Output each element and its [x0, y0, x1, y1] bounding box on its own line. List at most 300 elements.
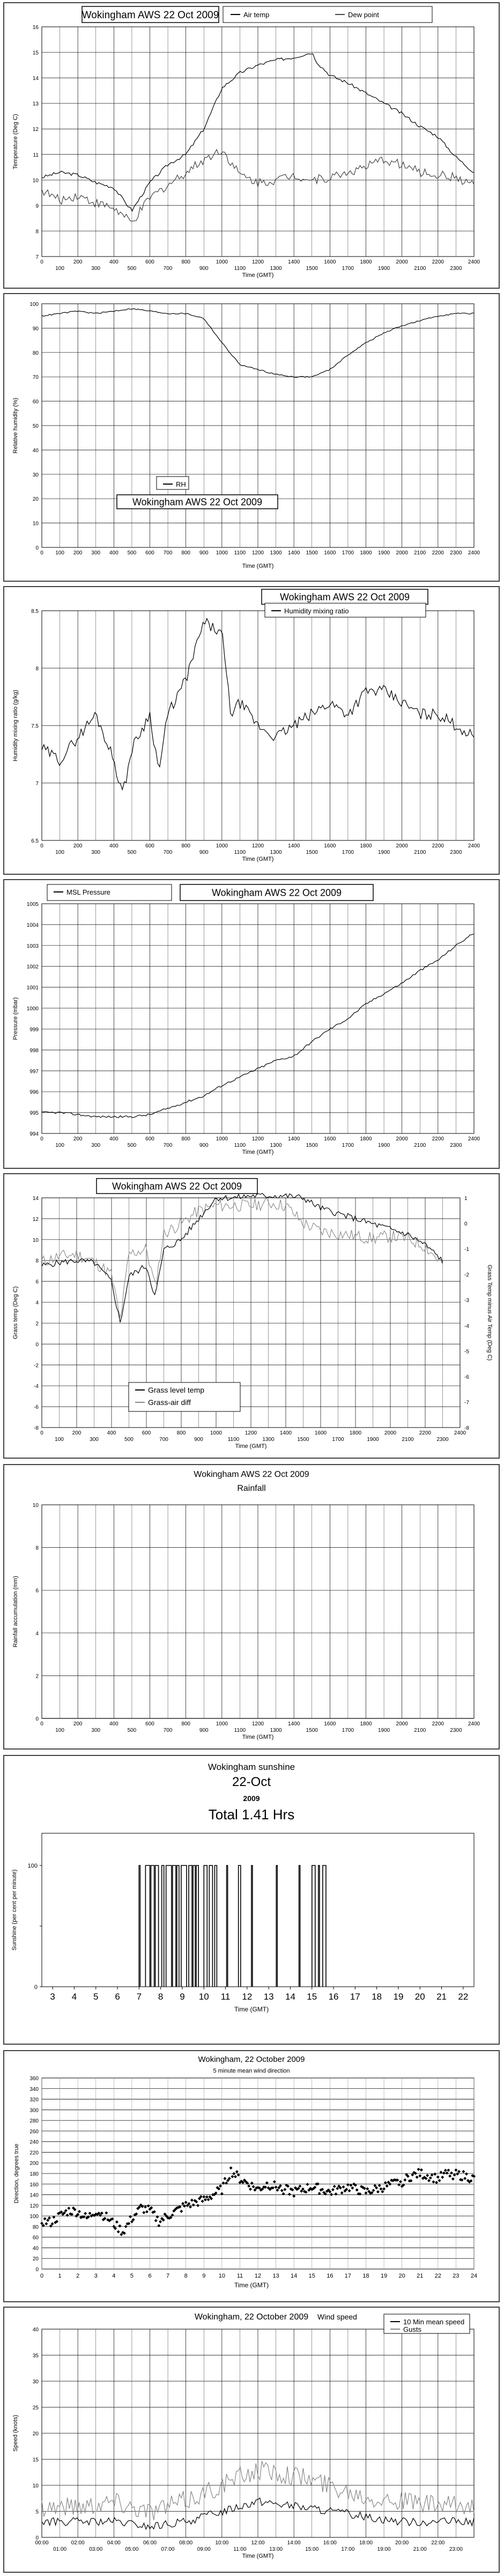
y2-tick-label: 1	[464, 1196, 468, 1202]
x-tick-label-bottom: 1900	[377, 550, 390, 556]
x-tick-label: 19	[393, 1992, 404, 2002]
y-tick-label: -8	[34, 1425, 39, 1431]
x-tick-label-top: 1600	[324, 550, 336, 556]
x-tick-label-top: 200	[72, 1430, 81, 1436]
y-tick-label: 300	[29, 2107, 39, 2114]
y-tick-label: 0	[35, 2535, 39, 2541]
y-tick-label: 994	[29, 1131, 39, 1137]
x-tick-label-top: 18:00	[359, 2540, 373, 2546]
y-tick-label: 70	[32, 375, 39, 381]
y-axis-label: Rainfall accumulation (mm)	[12, 1576, 19, 1648]
x-tick-label-bottom: 1700	[342, 1143, 354, 1148]
x-tick-label: 8	[158, 1992, 164, 2002]
x-tick-label-bottom: 1300	[270, 850, 282, 855]
x-tick-label-bottom: 900	[199, 550, 209, 556]
y-tick-label: 80	[32, 350, 39, 356]
x-tick-label-top: 1400	[288, 1721, 300, 1727]
x-tick-label: 5	[93, 1992, 99, 2002]
x-tick-label: 12	[242, 1992, 253, 2002]
x-tick-label: 13	[272, 2273, 279, 2279]
y-tick-label: 2	[35, 1321, 39, 1327]
y2-tick-label: -1	[464, 1247, 469, 1253]
x-tick-label-bottom: 2300	[450, 550, 462, 556]
x-tick-label-top: 2000	[396, 1136, 408, 1142]
x-tick-label-top: 0	[40, 1136, 43, 1142]
y2-tick-label: -4	[464, 1323, 469, 1329]
y-tick-label: 20	[32, 496, 39, 503]
y-tick-label: 35	[32, 2353, 39, 2359]
x-tick-label-bottom: 1300	[262, 1437, 275, 1443]
y2-tick-label: -2	[464, 1272, 469, 1278]
x-tick-label-top: 1400	[288, 843, 300, 849]
x-tick-label-bottom: 100	[55, 1143, 64, 1148]
y-tick-label: 1005	[26, 902, 39, 908]
y-axis-label: Speed (knots)	[12, 2414, 19, 2452]
x-tick-label: 14	[285, 1992, 295, 2002]
x-tick-label-top: 800	[181, 843, 191, 849]
x-tick-label-bottom: 05:00	[125, 2546, 139, 2552]
x-tick-label-bottom: 17:00	[341, 2546, 355, 2552]
x-axis-label: Time (GMT)	[242, 856, 274, 862]
y-tick-label: 90	[32, 326, 39, 332]
x-tick-label-top: 600	[145, 1136, 154, 1142]
y2-tick-label: -8	[464, 1425, 469, 1431]
x-tick-label-top: 1800	[360, 550, 372, 556]
x-tick-label-top: 22:00	[431, 2540, 445, 2546]
y-tick-label: 180	[29, 2171, 39, 2177]
chart-svg-1	[4, 294, 499, 581]
x-tick-label-top: 02:00	[71, 2540, 85, 2546]
x-tick-label-top: 08:00	[179, 2540, 193, 2546]
chart-title: Wokingham, 22 October 2009	[194, 2312, 309, 2322]
y-tick-label: 4	[35, 1300, 39, 1306]
x-tick-label-top: 1000	[210, 1430, 223, 1436]
x-tick-label: 19	[380, 2273, 388, 2279]
x-tick-label-bottom: 01:00	[53, 2546, 67, 2552]
x-axis-label: Time (GMT)	[242, 272, 274, 279]
x-tick-label-top: 2000	[384, 1430, 397, 1436]
x-tick-label: 18	[362, 2273, 369, 2279]
y-tick-label: 999	[29, 1027, 39, 1033]
x-tick-label-top: 2000	[396, 550, 408, 556]
legend-label: RH	[176, 480, 186, 488]
y-tick-label: 60	[32, 2235, 39, 2241]
y2-tick-label: -3	[464, 1298, 469, 1304]
chart-title: Wokingham AWS 22 Oct 2009	[112, 1181, 242, 1192]
rainfall-chart	[3, 1464, 500, 1750]
x-tick-label-top: 200	[73, 550, 83, 556]
legend-label: 10 Min mean speed	[403, 2318, 465, 2326]
x-tick-label-bottom: 1500	[306, 850, 318, 855]
x-tick-label: 23	[453, 2273, 459, 2279]
chart-title: Wokingham, 22 October 2009	[198, 2055, 305, 2064]
y-tick-label: 1002	[26, 964, 39, 970]
x-tick-label-top: 200	[73, 1136, 83, 1142]
x-tick-label-bottom: 1500	[306, 1143, 318, 1148]
y-axis-label: Direction, degrees true	[13, 2143, 20, 2204]
x-tick-label: 12	[254, 2273, 262, 2279]
x-tick-label-top: 2400	[468, 1136, 480, 1142]
chart-subtitle: Wind speed	[317, 2312, 357, 2321]
x-tick-label-bottom: 1700	[342, 850, 354, 855]
y-tick-label: 5	[35, 2509, 39, 2515]
y2-tick-label: -5	[464, 1349, 469, 1355]
x-tick-label-top: 400	[109, 1136, 118, 1142]
x-tick-label-bottom: 2100	[402, 1437, 414, 1443]
x-tick-label-bottom: 300	[91, 1143, 101, 1148]
x-tick-label: 4	[71, 1992, 77, 2002]
x-tick-label: 8	[184, 2273, 188, 2279]
x-tick-label-bottom: 2100	[414, 1143, 426, 1148]
x-tick-label-bottom: 15:00	[305, 2546, 319, 2552]
x-axis-label: Time (GMT)	[242, 2553, 274, 2559]
x-tick-label: 5	[130, 2273, 134, 2279]
legend-label: Humidity mixing ratio	[284, 607, 349, 615]
y2-axis-label: Grass Temp minus Air Temp (Deg C)	[486, 1264, 493, 1361]
y-tick-label: 10	[32, 2483, 39, 2489]
x-tick-label-top: 1800	[360, 843, 372, 849]
x-tick-label-top: 200	[73, 1721, 83, 1727]
y-tick-label: 0	[34, 1984, 38, 1990]
y-tick-label: 13	[32, 101, 39, 107]
legend-label: Grass level temp	[148, 1386, 205, 1394]
x-tick-label-top: 800	[181, 259, 191, 265]
x-tick-label-top: 1800	[360, 1721, 372, 1727]
y-tick-label: 140	[29, 2192, 39, 2199]
y-tick-label: 20	[32, 2431, 39, 2437]
chart-svg-0	[4, 3, 499, 288]
y-tick-label: 160	[29, 2182, 39, 2188]
y-tick-label: 8	[35, 1545, 39, 1552]
x-tick-label-bottom: 1100	[227, 1437, 240, 1443]
x-tick-label-top: 2000	[396, 843, 408, 849]
x-tick-label-bottom: 11:00	[233, 2546, 247, 2552]
y-tick-label: 8	[35, 666, 39, 672]
x-tick-label-bottom: 2300	[450, 1728, 462, 1733]
y-tick-label: 80	[32, 2224, 39, 2230]
y-tick-label: 8	[35, 229, 39, 235]
x-tick-label-bottom: 1100	[234, 850, 246, 855]
x-tick-label-top: 1000	[216, 1136, 228, 1142]
x-tick-label-top: 400	[109, 259, 118, 265]
x-tick-label-bottom: 1900	[367, 1437, 379, 1443]
y-tick-label: 4	[35, 1630, 39, 1637]
x-tick-label-top: 2400	[454, 1430, 466, 1436]
plot-area	[42, 1833, 474, 1987]
x-tick-label: 22	[434, 2273, 441, 2279]
msl-pressure-chart	[3, 879, 500, 1169]
y-axis-label: Sunshine (per cent per minute)	[11, 1869, 18, 1951]
y-axis-label: Grass temp (Deg C)	[12, 1286, 19, 1340]
x-tick-label: 13	[263, 1992, 274, 2002]
x-tick-label-top: 400	[109, 1721, 118, 1727]
y-tick-label: 60	[32, 399, 39, 405]
x-tick-label-top: 20:00	[395, 2540, 409, 2546]
x-tick-label-bottom: 1300	[270, 266, 282, 272]
chart-svg-4	[4, 1174, 499, 1458]
x-tick-label: 17	[350, 1992, 360, 2002]
y-tick-label: 14	[32, 76, 39, 82]
y2-tick-label: 0	[464, 1221, 468, 1227]
x-tick-label-top: 1600	[324, 1721, 336, 1727]
x-tick-label-bottom: 1900	[377, 1143, 390, 1148]
y-tick-label: 30	[32, 472, 39, 478]
x-tick-label-top: 400	[109, 843, 118, 849]
y-tick-label: 0	[35, 2267, 39, 2273]
x-tick-label-top: 00:00	[35, 2540, 49, 2546]
x-tick-label-bottom: 700	[159, 1437, 168, 1443]
y-tick-label: 7	[35, 781, 39, 787]
x-tick-label: 18	[372, 1992, 382, 2002]
x-tick-label-bottom: 1300	[270, 550, 282, 556]
y-tick-label: 10	[32, 1503, 39, 1509]
y-tick-label: 12	[32, 127, 39, 133]
x-tick-label-top: 1400	[288, 259, 300, 265]
x-tick-label-top: 1200	[251, 550, 264, 556]
x-tick-label: 21	[436, 1992, 447, 2002]
x-tick-label: 4	[112, 2273, 116, 2279]
x-tick-label-bottom: 1100	[234, 1143, 246, 1148]
x-tick-label: 11	[236, 2273, 243, 2279]
x-tick-label: 3	[50, 1992, 55, 2002]
chart-svg-3	[4, 880, 499, 1168]
x-tick-label-top: 0	[40, 1721, 43, 1727]
y-axis-label: Pressure (mbar)	[12, 997, 19, 1040]
x-tick-label-bottom: 1700	[342, 266, 354, 272]
y-tick-label: 7.5	[31, 723, 39, 729]
x-tick-label-bottom: 100	[55, 266, 64, 272]
x-tick-label-bottom: 03:00	[89, 2546, 103, 2552]
x-axis-label: Time (GMT)	[235, 1443, 267, 1450]
x-tick-label-bottom: 2300	[450, 850, 462, 855]
y-tick-label: 996	[29, 1089, 39, 1096]
x-tick-label-bottom: 300	[91, 1728, 101, 1733]
x-tick-label-bottom: 0	[40, 550, 43, 556]
chart-subtitle: Rainfall	[237, 1484, 266, 1493]
x-tick-label-top: 800	[176, 1430, 186, 1436]
y-tick-label: 240	[29, 2139, 39, 2146]
grass-temperature-chart	[3, 1173, 500, 1459]
x-tick-label-top: 1400	[288, 1136, 300, 1142]
x-tick-label: 7	[136, 1992, 142, 2002]
x-tick-label-top: 06:00	[143, 2540, 157, 2546]
x-tick-label-top: 800	[181, 1136, 191, 1142]
humidity-mixing-ratio-chart	[3, 586, 500, 875]
x-tick-label: 20	[398, 2273, 405, 2279]
chart-svg-8	[4, 2308, 499, 2572]
x-tick-label-top: 600	[145, 843, 154, 849]
x-tick-label: 6	[148, 2273, 152, 2279]
x-tick-label-bottom: 09:00	[197, 2546, 211, 2552]
x-tick-label-bottom: 300	[91, 850, 101, 855]
x-tick-label-top: 1800	[360, 1136, 372, 1142]
x-axis-label: Time (GMT)	[242, 1149, 274, 1155]
x-tick-label-bottom: 1100	[234, 550, 246, 556]
chart-svg-7	[4, 2051, 499, 2301]
y-tick-label: 8.5	[31, 609, 39, 614]
air-temperature-dewpoint-chart	[3, 2, 500, 289]
x-tick-label-top: 600	[145, 1721, 154, 1727]
x-tick-label-top: 12:00	[251, 2540, 265, 2546]
wind-speed-chart	[3, 2307, 500, 2573]
x-tick-label-top: 1600	[324, 1136, 336, 1142]
y-tick-label: 25	[32, 2405, 39, 2411]
x-tick-label-bottom: 2100	[414, 850, 426, 855]
y-tick-label: 6	[35, 1588, 39, 1594]
x-tick-label-bottom: 1300	[270, 1728, 282, 1733]
y-tick-label: 10	[32, 521, 39, 527]
y-tick-label: 0	[35, 1342, 39, 1348]
x-tick-label-bottom: 1500	[306, 266, 318, 272]
x-tick-label-bottom: 500	[127, 550, 137, 556]
x-tick-label-top: 1800	[349, 1430, 362, 1436]
x-axis-label: Time (GMT)	[242, 1734, 274, 1740]
chart-subtitle: 5 minute mean wind direction	[213, 2068, 290, 2074]
x-tick-label-top: 1200	[251, 843, 264, 849]
x-tick-label-bottom: 700	[163, 550, 173, 556]
y-tick-label: 100	[27, 1863, 38, 1869]
x-tick-label-top: 2400	[468, 259, 480, 265]
x-tick-label-top: 2000	[396, 1721, 408, 1727]
x-tick-label-bottom: 100	[55, 850, 64, 855]
chart-title: Wokingham AWS 22 Oct 2009	[211, 887, 342, 898]
legend-label: Dew point	[348, 11, 379, 19]
x-tick-label-bottom: 900	[199, 266, 209, 272]
chart-title: Wokingham AWS 22 Oct 2009	[132, 496, 263, 508]
x-tick-label-top: 200	[73, 259, 83, 265]
y-tick-label: -2	[34, 1363, 39, 1369]
x-tick-label: 9	[202, 2273, 206, 2279]
y-tick-label: 998	[29, 1048, 39, 1054]
x-tick-label: 0	[40, 2273, 44, 2279]
x-tick-label-top: 2400	[468, 1721, 480, 1727]
x-tick-label-bottom: 2300	[436, 1437, 449, 1443]
x-tick-label-bottom: 07:00	[161, 2546, 175, 2552]
x-tick-label-bottom: 1700	[342, 550, 354, 556]
chart-title: Wokingham AWS 22 Oct 2009	[279, 591, 410, 603]
x-tick-label-bottom: 1900	[377, 1728, 390, 1733]
y-tick-label: 11	[33, 152, 39, 158]
chart-title: Wokingham AWS 22 Oct 2009	[81, 9, 219, 21]
x-tick-label-top: 0	[40, 259, 43, 265]
y-tick-label: 9	[35, 203, 39, 209]
x-tick-label-top: 1800	[360, 259, 372, 265]
chart-year: 2009	[243, 1794, 260, 1803]
x-tick-label-bottom: 300	[91, 550, 101, 556]
x-tick-label: 14	[291, 2273, 298, 2279]
x-tick-label-bottom: 23:00	[449, 2546, 463, 2552]
x-tick-label-top: 1000	[216, 550, 228, 556]
chart-title: Wokingham sunshine	[207, 1762, 295, 1772]
y-tick-label: 40	[32, 448, 39, 454]
y-tick-label: 40	[32, 2245, 39, 2252]
x-tick-label-bottom: 2100	[414, 1728, 426, 1733]
x-axis-label: Time (GMT)	[234, 2281, 269, 2289]
chart-total: Total 1.41 Hrs	[208, 1806, 295, 1823]
x-tick-label-top: 04:00	[107, 2540, 121, 2546]
x-tick-label-bottom: 300	[91, 266, 101, 272]
x-tick-label-top: 1200	[251, 1721, 264, 1727]
x-tick-label-bottom: 1700	[332, 1437, 344, 1443]
x-tick-label-bottom: 900	[199, 850, 209, 855]
y-tick-label: 12	[32, 1216, 39, 1223]
x-tick-label: 6	[115, 1992, 120, 2002]
x-tick-label-bottom: 900	[199, 1143, 209, 1148]
x-tick-label-top: 1400	[279, 1430, 292, 1436]
legend-label: Air temp	[243, 11, 270, 19]
y-tick-label: 14	[32, 1196, 39, 1202]
relative-humidity-chart	[3, 293, 500, 582]
x-tick-label-bottom: 500	[124, 1437, 134, 1443]
x-tick-label: 11	[220, 1992, 231, 2002]
y-tick-label: 6	[35, 1279, 39, 1285]
x-tick-label-top: 16:00	[323, 2540, 337, 2546]
x-tick-label: 15	[307, 1992, 317, 2002]
x-tick-label-top: 2400	[468, 550, 480, 556]
x-tick-label-bottom: 100	[55, 1728, 64, 1733]
x-tick-label-bottom: 700	[163, 1728, 173, 1733]
y-tick-label: 10	[32, 178, 39, 184]
x-tick-label-top: 0	[40, 1430, 43, 1436]
x-tick-label-bottom: 13:00	[269, 2546, 283, 2552]
chart-subtitle: 22-Oct	[232, 1775, 271, 1789]
x-tick-label-bottom: 1100	[234, 1728, 246, 1733]
x-tick-label-bottom: 700	[163, 1143, 173, 1148]
y-tick-label: 360	[29, 2076, 39, 2082]
x-tick-label-top: 1200	[251, 259, 264, 265]
x-tick-label-top: 2200	[419, 1430, 432, 1436]
x-tick-label-top: 2200	[432, 550, 444, 556]
y-tick-label: 997	[29, 1069, 39, 1075]
chart-svg-5	[4, 1465, 499, 1748]
x-tick-label-bottom: 1500	[306, 1728, 318, 1733]
x-tick-label-bottom: 500	[127, 850, 137, 855]
x-tick-label-top: 800	[181, 550, 191, 556]
y-tick-label: -4	[34, 1384, 39, 1390]
x-tick-label-bottom: 1500	[306, 550, 318, 556]
x-tick-label-top: 1600	[324, 259, 336, 265]
x-tick-label-bottom: 2100	[414, 550, 426, 556]
y-tick-label: 260	[29, 2128, 39, 2135]
x-tick-label-bottom: 1300	[270, 1143, 282, 1148]
y-axis-label: Temperature (Deg C)	[12, 114, 19, 170]
y-tick-label: 1003	[26, 943, 39, 949]
y-tick-label: 10	[32, 1237, 39, 1243]
x-tick-label-bottom: 2100	[414, 266, 426, 272]
x-tick-label-top: 600	[142, 1430, 151, 1436]
x-tick-label-bottom: 500	[127, 1143, 137, 1148]
x-tick-label: 1	[58, 2273, 62, 2279]
x-tick-label: 10	[218, 2273, 225, 2279]
chart-svg-6	[4, 1756, 499, 2044]
x-tick-label: 16	[328, 1992, 339, 2002]
x-tick-label-top: 1600	[324, 843, 336, 849]
x-tick-label-bottom: 500	[127, 1728, 137, 1733]
x-tick-label-bottom: 700	[163, 850, 173, 855]
y-tick-label: 2	[35, 1673, 39, 1680]
x-tick-label: 3	[94, 2273, 98, 2279]
x-tick-label-bottom: 100	[55, 1437, 64, 1443]
y-tick-label: 280	[29, 2118, 39, 2125]
x-tick-label-top: 2200	[432, 259, 444, 265]
y-tick-label: 15	[32, 50, 39, 56]
y-tick-label: 50	[32, 423, 39, 429]
x-tick-label-top: 0	[40, 843, 43, 849]
x-tick-label-top: 1000	[216, 259, 228, 265]
x-tick-label-top: 1000	[216, 1721, 228, 1727]
x-tick-label-bottom: 700	[163, 266, 173, 272]
y-tick-label: 320	[29, 2097, 39, 2103]
